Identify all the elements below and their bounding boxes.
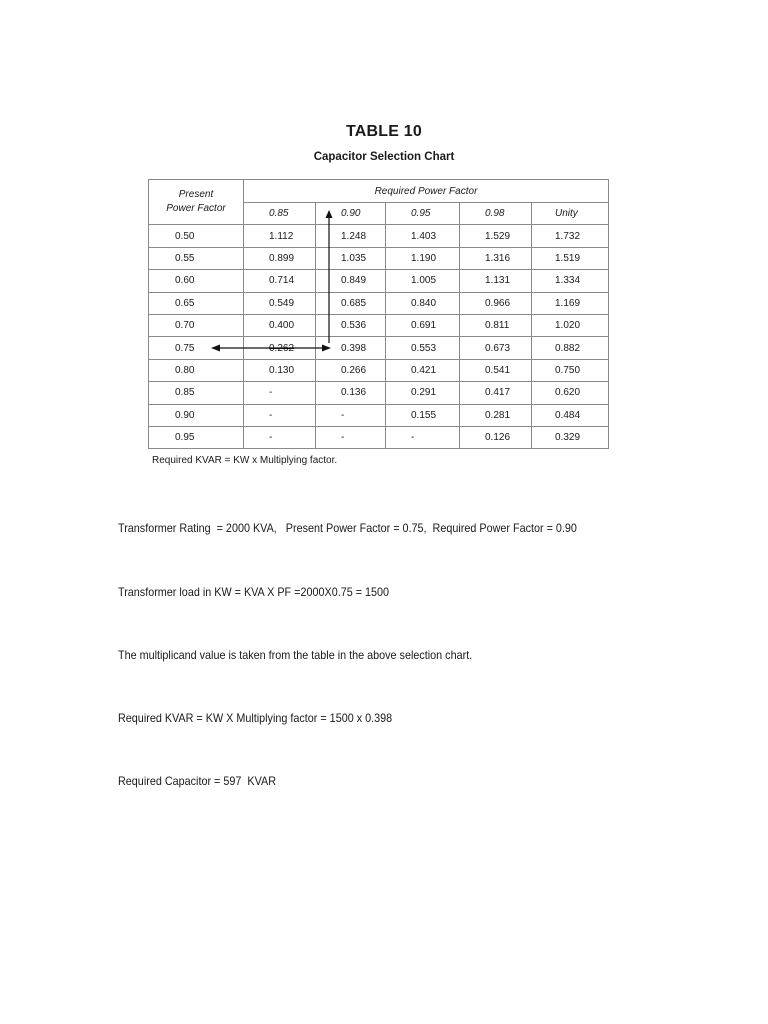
factor-cell: 0.484 [532,404,609,426]
selected-factor-cell: 0.398 [316,337,386,359]
present-pf-cell: 0.80 [149,359,244,381]
factor-cell: 1.529 [460,225,532,247]
table-row [149,247,609,269]
factor-cell: 0.126 [460,426,532,448]
column-header: 0.98 [460,203,532,225]
factor-cell: 1.519 [532,247,609,269]
present-pf-cell: 0.50 [149,225,244,247]
table-footnote: Required KVAR = KW x Multiplying factor. [152,455,338,466]
factor-cell: 1.035 [316,247,386,269]
factor-cell: - [244,426,316,448]
present-pf-cell: 0.95 [149,426,244,448]
transformer-load-line: Transformer load in KW = KVA X PF =2000X0.75 = 1500 [118,585,390,599]
factor-cell: 1.403 [386,225,460,247]
present-pf-cell: 0.75 [149,337,244,359]
factor-cell: 0.849 [316,270,386,292]
column-header: Unity [532,203,609,225]
required-capacitor-line: Required Capacitor = 597 KVAR [118,774,276,788]
column-header: 0.85 [244,203,316,225]
present-pf-cell: 0.60 [149,270,244,292]
present-pf-cell: 0.90 [149,404,244,426]
present-header-line2: Power Factor [166,203,226,215]
factor-cell: 0.750 [532,359,609,381]
column-header: 0.90 [316,203,386,225]
factor-cell: 0.840 [386,292,460,314]
factor-cell: 1.248 [316,225,386,247]
factor-cell: 0.536 [316,314,386,336]
table-title: TABLE 10 [346,123,422,140]
table-row [149,426,609,448]
factor-cell: 0.155 [386,404,460,426]
present-pf-cell: 0.85 [149,382,244,404]
factor-cell: - [316,404,386,426]
factor-cell: 0.266 [316,359,386,381]
factor-cell: 1.190 [386,247,460,269]
factor-cell: 0.329 [532,426,609,448]
table-row [149,314,609,336]
factor-cell: 0.281 [460,404,532,426]
factor-cell: 1.732 [532,225,609,247]
column-header: 0.95 [386,203,460,225]
factor-cell: 0.417 [460,382,532,404]
factor-cell: 1.112 [244,225,316,247]
factor-cell: 0.291 [386,382,460,404]
factor-cell: 0.882 [532,337,609,359]
present-pf-cell: 0.65 [149,292,244,314]
table-subtitle: Capacitor Selection Chart [313,151,455,163]
required-kvar-line: Required KVAR = KW X Multiplying factor = 1500 x 0.398 [118,711,393,725]
present-header-line1: Present [178,189,214,201]
table-row [149,359,609,381]
factor-cell: 0.553 [386,337,460,359]
capacitor-selection-table [148,179,609,449]
multiplicand-note-line: The multiplicand value is taken from the table in the above selection chart. [118,648,473,662]
table-row-highlighted [149,337,609,359]
factor-cell: 1.005 [386,270,460,292]
factor-cell: 0.899 [244,247,316,269]
factor-cell: 0.811 [460,314,532,336]
factor-cell: 0.421 [386,359,460,381]
factor-cell: 0.966 [460,292,532,314]
table-row [149,382,609,404]
factor-cell-struck: 0.262 [244,337,316,359]
table-row [149,225,609,247]
factor-cell: 0.400 [244,314,316,336]
required-power-factor-header: Required Power Factor [244,180,609,203]
factor-cell: 0.549 [244,292,316,314]
factor-cell: 0.620 [532,382,609,404]
factor-cell: 1.316 [460,247,532,269]
present-pf-cell: 0.70 [149,314,244,336]
factor-cell: 0.685 [316,292,386,314]
factor-cell: 0.691 [386,314,460,336]
factor-cell: 0.136 [316,382,386,404]
transformer-rating-line: Transformer Rating = 2000 KVA, Present Power Factor = 0.75, Required Power Factor = 0.90 [118,521,577,535]
factor-cell: 0.541 [460,359,532,381]
factor-cell: - [244,404,316,426]
factor-cell: 1.169 [532,292,609,314]
factor-cell: 0.714 [244,270,316,292]
present-power-factor-header [149,180,244,225]
factor-cell: - [244,382,316,404]
table-row [149,270,609,292]
factor-cell: 0.673 [460,337,532,359]
factor-cell: - [316,426,386,448]
factor-cell: - [386,426,460,448]
factor-cell: 1.020 [532,314,609,336]
present-pf-cell: 0.55 [149,247,244,269]
factor-cell: 1.334 [532,270,609,292]
table-row [149,404,609,426]
factor-cell: 0.130 [244,359,316,381]
table-header-row [149,180,609,203]
factor-cell: 1.131 [460,270,532,292]
table-row [149,292,609,314]
